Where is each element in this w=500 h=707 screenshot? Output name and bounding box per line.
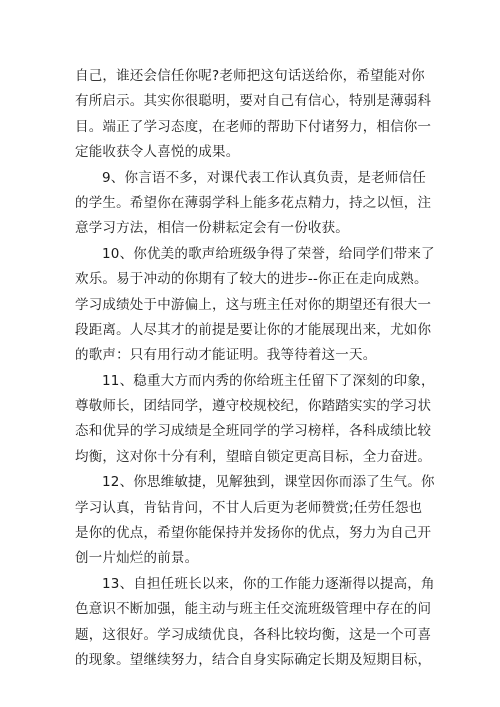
text-line: 创一片灿烂的前景。 bbox=[75, 550, 199, 567]
text-line: 欢乐。易于冲动的你期有了较大的进步--你正在走向成熟。 bbox=[75, 271, 428, 288]
text-line: 段距离。人尽其才的前提是要让你的才能展现出来，尤如你 bbox=[75, 321, 432, 338]
text-line: 是你的优点，希望你能保持并发扬你的优点，努力为自己开 bbox=[75, 525, 432, 542]
document-body-text bbox=[75, 64, 435, 673]
text-line: 的现象。望继续努力，结合自身实际确定长期及短期目标， bbox=[75, 651, 432, 668]
text-line: 均衡，这对你十分有利，望暗自锁定更高目标，全力奋进。 bbox=[75, 448, 432, 465]
text-line: 11、稳重大方而内秀的你给班主任留下了深刻的印象， bbox=[102, 372, 435, 389]
text-line: 态和优异的学习成绩是全班同学的学习榜样，各科成绩比较 bbox=[75, 423, 432, 440]
text-line: 13、自担任班长以来，你的工作能力逐渐得以提高，角 bbox=[102, 575, 435, 592]
text-line: 的歌声：只有用行动才能证明。我等待着这一天。 bbox=[75, 347, 377, 364]
text-line: 有所启示。其实你很聪明，要对自己有信心，特别是薄弱科 bbox=[75, 93, 432, 110]
text-line: 尊敬师长，团结同学，遵守校规校纪，你踏踏实实的学习状 bbox=[75, 398, 432, 415]
text-line: 目。端正了学习态度，在老师的帮助下付诸努力，相信你一 bbox=[75, 118, 432, 135]
text-line: 12、你思维敏捷，见解独到，课堂因你而添了生气。你 bbox=[102, 474, 435, 491]
text-line: 自己，谁还会信任你呢?老师把这句话送给你，希望能对你 bbox=[75, 68, 425, 84]
text-line: 学习成绩处于中游偏上，这与班主任对你的期望还有很大一 bbox=[75, 296, 432, 313]
text-line: 学习认真，肯钻肯问，不甘人后更为老师赞赏;任劳任怨也 bbox=[75, 499, 423, 516]
text-line: 意学习方法，相信一份耕耘定会有一份收获。 bbox=[75, 220, 349, 237]
text-line: 10、你优美的歌声给班级争得了荣誉，给同学们带来了 bbox=[102, 245, 435, 262]
text-line: 定能收获令人喜悦的成果。 bbox=[75, 144, 240, 161]
text-line: 9、你言语不多，对课代表工作认真负责，是老师信任 bbox=[102, 169, 426, 186]
text-line: 题，这很好。学习成绩优良，各科比较均衡，这是一个可喜 bbox=[75, 626, 432, 643]
text-line: 的学生。希望你在薄弱学科上能多花点精力，持之以恒，注 bbox=[75, 194, 432, 211]
text-line: 色意识不断加强，能主动与班主任交流班级管理中存在的问 bbox=[75, 601, 432, 618]
